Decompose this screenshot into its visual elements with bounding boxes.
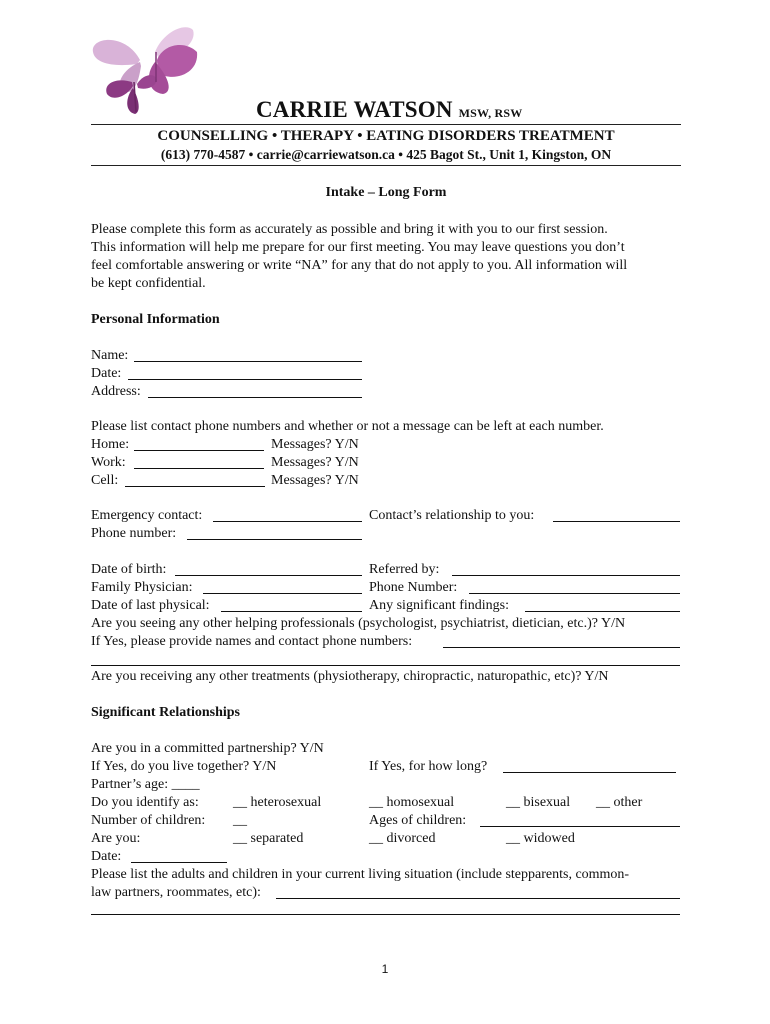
cell-phone-field[interactable] [125, 486, 265, 487]
family-physician-field[interactable] [203, 593, 362, 594]
name-field[interactable] [134, 361, 362, 362]
name-label: Name: [91, 348, 129, 363]
how-long-field[interactable] [503, 772, 676, 773]
cell-label: Cell: [91, 473, 119, 488]
intro-line-4: be kept confidential. [91, 276, 206, 291]
professionals-names-label: If Yes, please provide names and contact phone numbers: [91, 634, 413, 649]
practitioner-name [256, 97, 522, 123]
header-rule-top [91, 124, 681, 125]
physician-phone-label: Phone Number: [369, 580, 458, 595]
work-label: Work: [91, 455, 126, 470]
work-phone-field[interactable] [134, 468, 264, 469]
findings-field[interactable] [525, 611, 680, 612]
option-separated[interactable]: __ separated [233, 831, 304, 846]
option-divorced[interactable]: __ divorced [369, 831, 436, 846]
children-field[interactable]: __ [233, 813, 247, 828]
committed-question: Are you in a committed partnership? Y/N [91, 741, 324, 756]
emergency-contact-field[interactable] [213, 521, 362, 522]
adults-prompt-line-2: law partners, roommates, etc): [91, 885, 261, 900]
ages-field[interactable] [480, 826, 680, 827]
name-text: CARRIE WATSON [256, 97, 453, 122]
intro-line-3: feel comfortable answering or write “NA” for any that do not apply to you. All information will [91, 258, 628, 273]
option-bisexual[interactable]: __ bisexual [506, 795, 571, 810]
last-physical-field[interactable] [221, 611, 362, 612]
emergency-phone-field[interactable] [187, 539, 362, 540]
referred-by-label: Referred by: [369, 562, 440, 577]
credentials: MSW, RSW [458, 106, 523, 120]
identify-label: Do you identify as: [91, 795, 199, 810]
how-long-label: If Yes, for how long? [369, 759, 488, 774]
intro-line-1: Please complete this form as accurately as possible and bring it with you to our first session. [91, 222, 608, 237]
findings-label: Any significant findings: [369, 598, 509, 613]
dob-label: Date of birth: [91, 562, 167, 577]
address-label: Address: [91, 384, 141, 399]
home-phone-field[interactable] [134, 450, 264, 451]
partner-age-label[interactable]: Partner’s age: ____ [91, 777, 200, 792]
household-field[interactable] [276, 898, 680, 899]
status-date-field[interactable] [131, 862, 227, 863]
are-you-label: Are you: [91, 831, 141, 846]
relationship-label: Contact’s relationship to you: [369, 508, 535, 523]
phones-prompt: Please list contact phone numbers and whether or not a message can be left at each number. [91, 419, 604, 434]
adults-prompt-line-1: Please list the adults and children in your current living situation (include stepparents, common- [91, 867, 630, 882]
address-field[interactable] [148, 397, 362, 398]
date-field[interactable] [128, 379, 362, 380]
home-label: Home: [91, 437, 130, 452]
other-professionals-question: Are you seeing any other helping professionals (psychologist, psychiatrist, dietician, etc.)? Y/N [91, 616, 626, 631]
option-widowed[interactable]: __ widowed [506, 831, 575, 846]
butterfly-logo-icon [85, 22, 205, 122]
other-treatments-question: Are you receiving any other treatments (physiotherapy, chiropractic, naturopathic, etc)? Y/N [91, 669, 609, 684]
option-homosexual[interactable]: __ homosexual [369, 795, 455, 810]
intro-line-2: This information will help me prepare for our first meeting. You may leave questions you don’t [91, 240, 625, 255]
referred-by-field[interactable] [452, 575, 680, 576]
header-rule-bottom [91, 165, 681, 166]
work-messages[interactable]: Messages? Y/N [271, 455, 359, 470]
relationship-field[interactable] [553, 521, 680, 522]
relationships-heading: Significant Relationships [91, 705, 240, 720]
professionals-names-field-2[interactable] [91, 665, 680, 666]
form-title: Intake – Long Form [325, 185, 447, 200]
personal-info-heading: Personal Information [91, 312, 220, 327]
dob-field[interactable] [175, 575, 362, 576]
emergency-phone-label: Phone number: [91, 526, 177, 541]
option-heterosexual[interactable]: __ heterosexual [233, 795, 322, 810]
cell-messages[interactable]: Messages? Y/N [271, 473, 359, 488]
live-together-question: If Yes, do you live together? Y/N [91, 759, 277, 774]
services-line: COUNSELLING • THERAPY • EATING DISORDERS TREATMENT [157, 128, 615, 144]
physician-phone-field[interactable] [469, 593, 680, 594]
option-other[interactable]: __ other [596, 795, 643, 810]
last-physical-label: Date of last physical: [91, 598, 210, 613]
family-physician-label: Family Physician: [91, 580, 193, 595]
status-date-label: Date: [91, 849, 122, 864]
emergency-contact-label: Emergency contact: [91, 508, 203, 523]
ages-label: Ages of children: [369, 813, 467, 828]
page-number: 1 [381, 962, 389, 976]
household-field-2[interactable] [91, 914, 680, 915]
contact-line: (613) 770-4587 • carrie@carriewatson.ca • 425 Bagot St., Unit 1, Kingston, ON [160, 147, 612, 162]
home-messages[interactable]: Messages? Y/N [271, 437, 359, 452]
professionals-names-field[interactable] [443, 647, 680, 648]
children-label: Number of children: [91, 813, 206, 828]
date-label: Date: [91, 366, 122, 381]
